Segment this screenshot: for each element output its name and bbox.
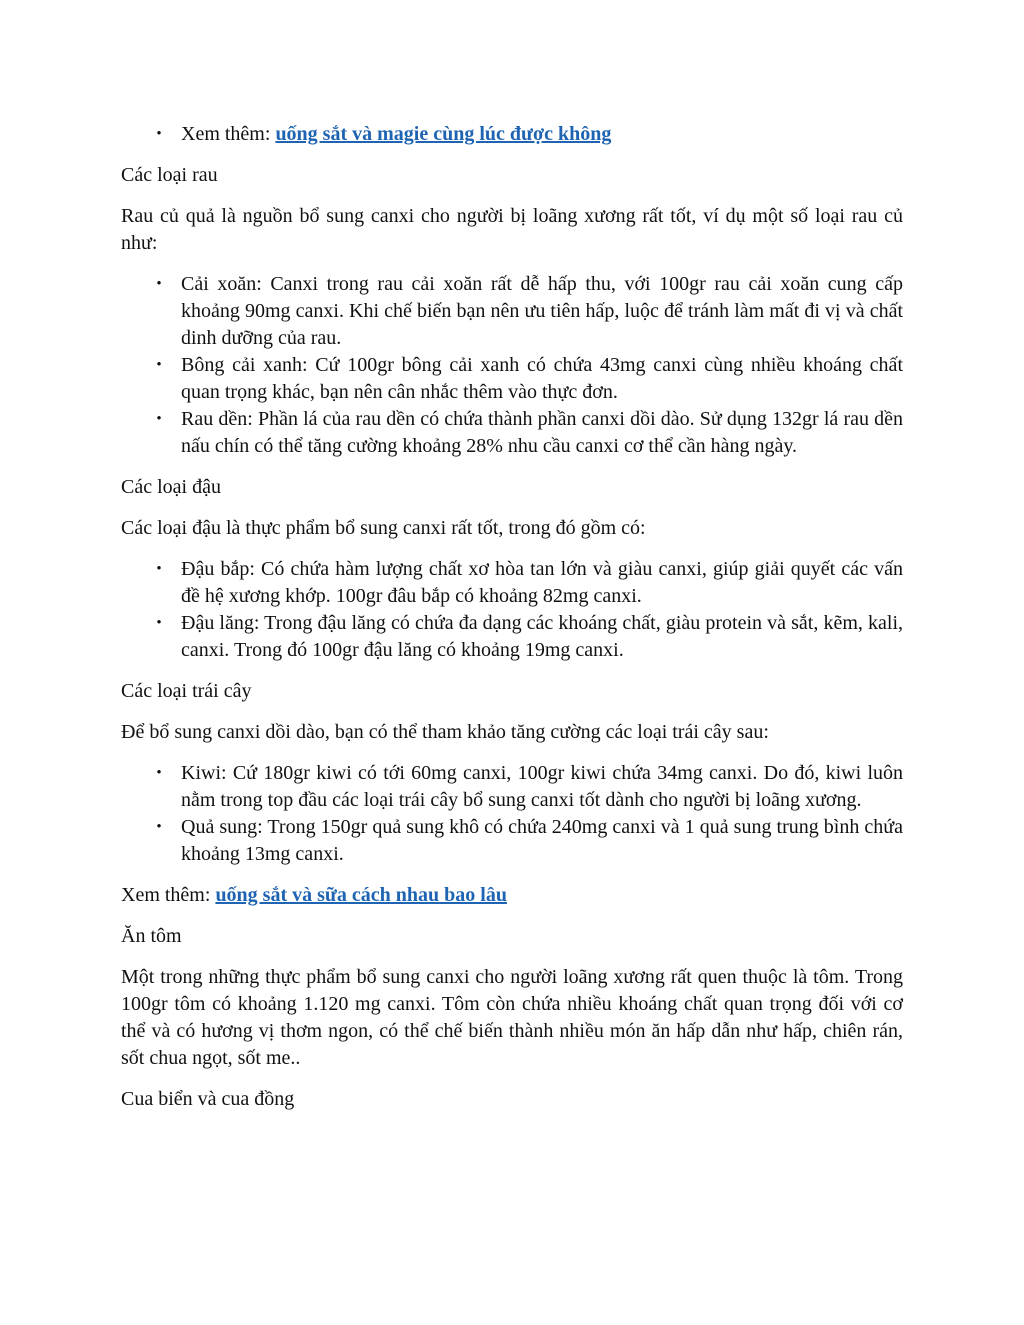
heading-fruits: Các loại trái cây (121, 680, 252, 702)
bullet-icon: • (156, 615, 162, 631)
fruits-list (121, 760, 903, 868)
heading-beans: Các loại đậu (121, 476, 221, 498)
fruits-intro: Để bổ sung canxi dồi dào, bạn có thể tham khảo tăng cường các loại trái cây sau: (121, 721, 769, 743)
bullet-icon: • (156, 411, 162, 427)
see-more-link-iron-magnesium[interactable]: uống sắt và magie cùng lúc được không (275, 123, 612, 145)
document-page (121, 121, 903, 1127)
see-more-paragraph-2 (121, 882, 903, 909)
list-item (121, 760, 903, 814)
list-item-text: Bông cải xanh: Cứ 100gr bông cải xanh có chứa 43mg canxi cùng nhiều khoáng chất quan trọng khác, bạn nên cân nhắc thêm vào thực đơn. (181, 354, 903, 403)
bullet-icon: • (156, 276, 162, 292)
list-item (121, 610, 903, 664)
see-more-prefix: Xem thêm: (121, 884, 216, 906)
bullet-icon: • (156, 561, 162, 577)
bullet-icon: • (156, 819, 162, 835)
heading-vegetables: Các loại rau (121, 164, 218, 186)
list-item-text: Cải xoăn: Canxi trong rau cải xoăn rất dễ hấp thu, với 100gr rau cải xoăn cung cấp khoảng 90mg canxi. Khi chế biến bạn nên ưu tiên hấp, luộc để tránh làm mất đi vị và chất dinh dưỡng của rau. (181, 273, 903, 349)
heading-crab: Cua biển và cua đồng (121, 1088, 295, 1110)
list-item-text: Rau dền: Phần lá của rau dền có chứa thành phần canxi dồi dào. Sử dụng 132gr lá rau dền nấu chín có thể tăng cường khoảng 28% nhu cầu canxi cơ thể cần hàng ngày. (181, 408, 903, 457)
list-item (121, 406, 903, 460)
see-more-list-1 (121, 121, 903, 148)
beans-list (121, 556, 903, 664)
list-item-text: Đậu lăng: Trong đậu lăng có chứa đa dạng các khoáng chất, giàu protein và sắt, kẽm, kali, canxi. Trong đó 100gr đậu lăng có khoảng 19mg canxi. (181, 612, 903, 661)
list-item (121, 271, 903, 352)
see-more-link-iron-milk[interactable]: uống sắt và sữa cách nhau bao lâu (215, 884, 507, 906)
list-item-text: Đậu bắp: Có chứa hàm lượng chất xơ hòa tan lớn và giàu canxi, giúp giải quyết các vấn đề hệ xương khớp. 100gr đâu bắp có khoảng 82mg canxi. (181, 558, 903, 607)
list-item (121, 556, 903, 610)
bullet-icon: • (156, 357, 162, 373)
list-item (121, 814, 903, 868)
list-item-text: Kiwi: Cứ 180gr kiwi có tới 60mg canxi, 100gr kiwi chứa 34mg canxi. Do đó, kiwi luôn nằm trong top đầu các loại trái cây bổ sung canxi tốt dành cho người bị loãng xương. (181, 762, 903, 811)
see-more-item-1 (121, 121, 903, 148)
shrimp-paragraph: Một trong những thực phẩm bổ sung canxi cho người loãng xương rất quen thuộc là tôm. Trong 100gr tôm có khoảng 1.120 mg canxi. Tôm còn chứa nhiều khoáng chất quan trọng đối với cơ thể và có hương vị thơm ngon, có thể chế biến thành nhiều món ăn hấp dẫn như hấp, chiên rán, sốt chua ngọt, sốt me.. (121, 966, 903, 1069)
vegetables-intro: Rau củ quả là nguồn bổ sung canxi cho người bị loãng xương rất tốt, ví dụ một số loại rau củ như: (121, 205, 903, 254)
bullet-icon: • (156, 765, 162, 781)
bullet-icon: • (156, 126, 162, 142)
heading-shrimp: Ăn tôm (121, 925, 182, 947)
list-item (121, 352, 903, 406)
vegetables-list (121, 271, 903, 460)
see-more-prefix: Xem thêm: (181, 123, 276, 145)
list-item-text: Quả sung: Trong 150gr quả sung khô có chứa 240mg canxi và 1 quả sung trung bình chứa khoảng 13mg canxi. (181, 816, 903, 865)
beans-intro: Các loại đậu là thực phẩm bổ sung canxi rất tốt, trong đó gồm có: (121, 517, 646, 539)
